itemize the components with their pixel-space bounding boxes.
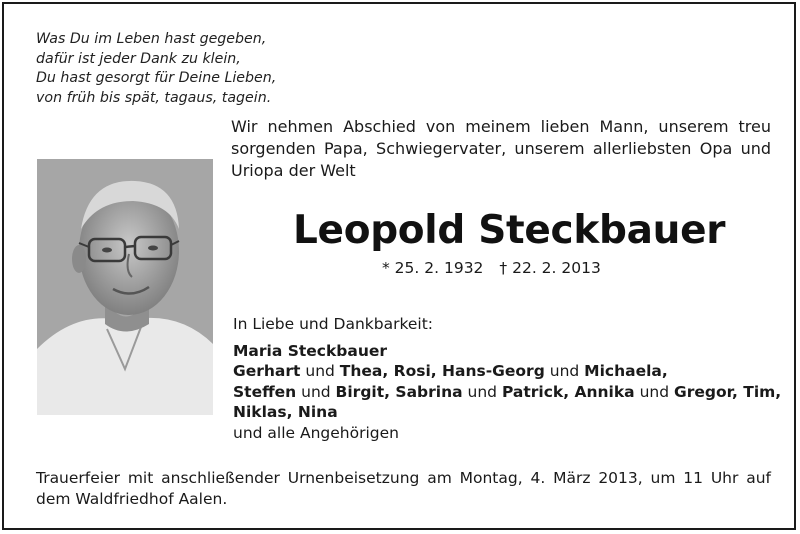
mourner-name: Birgit, Sabrina [335, 382, 463, 401]
poem-line: von früh bis spät, tagaus, tagein. [36, 89, 272, 106]
conjunction-text: und [300, 362, 340, 380]
birth-date: * 25. 2. 1932 [382, 259, 484, 277]
poem-line: Du hast gesorgt für Deine Lieben, [36, 70, 277, 86]
mourner-line [233, 361, 781, 382]
death-date: † 22. 2. 2013 [499, 259, 601, 277]
conjunction-text: und [462, 382, 502, 401]
spouse-name: Maria Steckbauer [233, 341, 388, 360]
poem-line: Was Du im Leben hast gegeben, [36, 31, 267, 47]
conjunction-text: und [296, 382, 336, 401]
conjunction-text: und [634, 382, 674, 401]
mourner-name: Niklas, Nina [233, 403, 338, 421]
mourner-line [233, 402, 781, 423]
portrait-photo [37, 159, 213, 415]
mourner-name: Gregor, Tim, [673, 382, 782, 401]
farewell-text: Wir nehmen Abschied von meinem lieben Mann, unserem treu sorgenden Papa, Schwiegervater, unserem allerliebsten Opa und Uriopa der Welt [231, 117, 771, 180]
conjunction-text: und [544, 362, 585, 380]
mourner-line [233, 382, 781, 403]
portrait-image [37, 159, 213, 415]
mourner-name: Gerhart [233, 362, 301, 380]
mourners-heading: In Liebe und Dankbarkeit: [233, 315, 434, 333]
memorial-poem [36, 30, 276, 108]
funeral-notice: Trauerfeier mit anschließender Urnenbeisetzung am Montag, 4. März 2013, um 11 Uhr auf dem Waldfriedhof Aalen. [36, 469, 771, 508]
poem-line: dafür ist jeder Dank zu klein, [36, 50, 241, 67]
mourner-name: Steffen [233, 382, 297, 401]
mourner-name: Patrick, Annika [501, 382, 635, 401]
deceased-name: Leopold Steckbauer [293, 208, 726, 253]
mourners-closing: und alle Angehörigen [233, 423, 399, 442]
obituary-frame [2, 2, 796, 530]
mourner-name: Thea, Rosi, Hans-Georg [339, 362, 545, 380]
mourners-list [233, 314, 781, 443]
mourner-name: Michaela, [584, 362, 668, 380]
mourner-line [233, 341, 781, 362]
life-dates [382, 259, 601, 277]
